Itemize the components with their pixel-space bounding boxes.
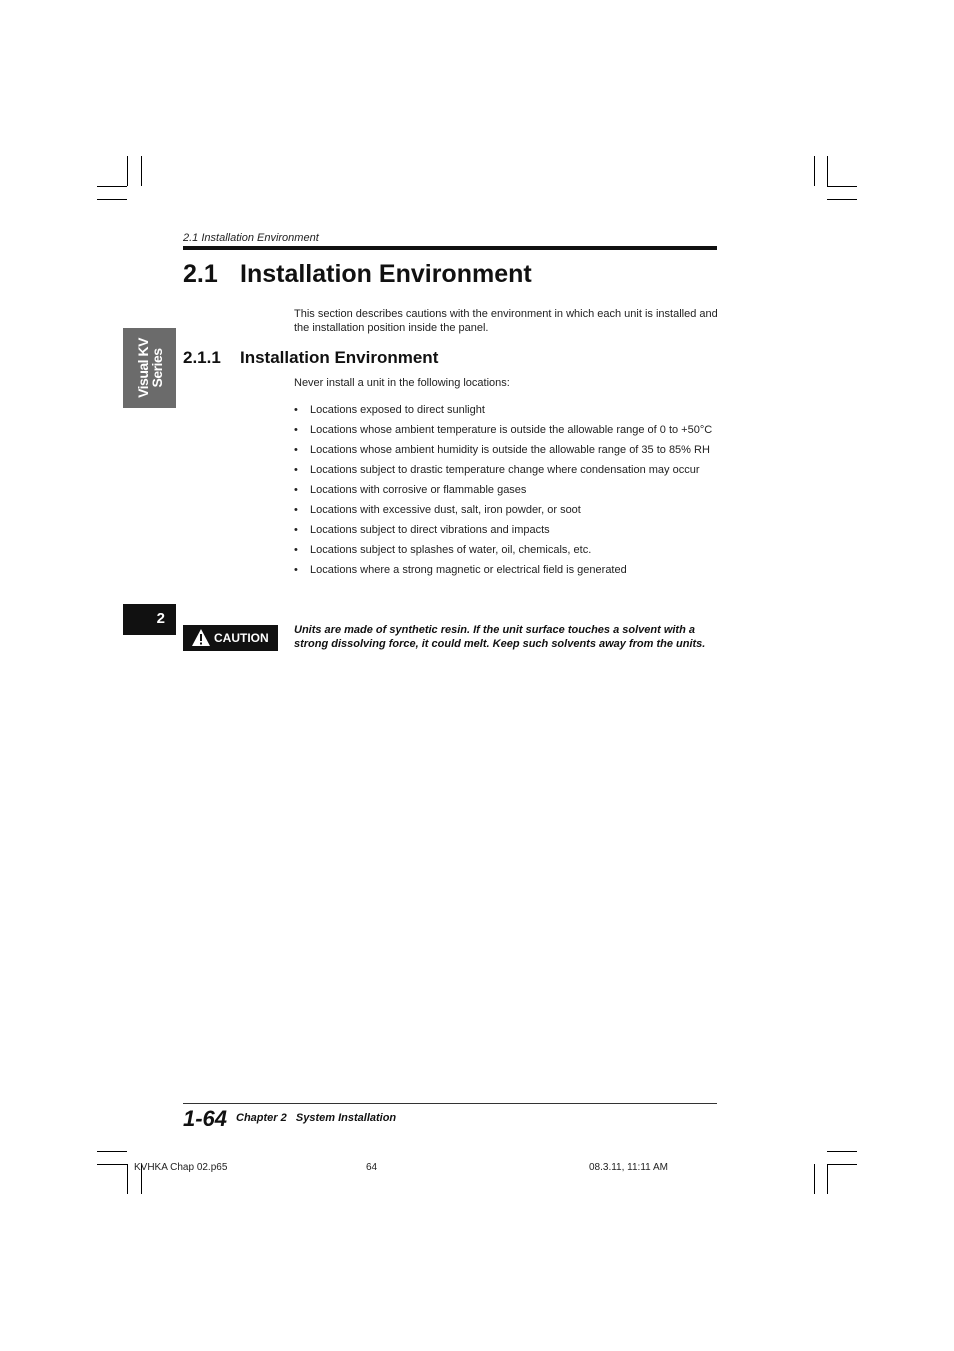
list-item-text: Locations subject to direct vibrations and impacts	[310, 524, 550, 536]
slug-page: 64	[366, 1162, 378, 1173]
subsection-number: 2.1.1	[183, 348, 221, 367]
list-item	[294, 444, 719, 457]
list-item-text: Locations subject to drastic temperature change where condensation may occur	[310, 464, 700, 476]
list-item	[294, 484, 719, 497]
slug-file-name: KVHKA Chap 02.p65	[134, 1162, 228, 1173]
list-item	[294, 504, 719, 517]
running-head: 2.1 Installation Environment	[183, 232, 319, 244]
list-item	[294, 524, 719, 537]
list-item	[294, 544, 719, 557]
footer-rule	[183, 1103, 717, 1104]
chapter-tab-number: 2	[156, 610, 165, 627]
section-heading	[183, 260, 532, 289]
subsection-title: Installation Environment	[240, 348, 439, 367]
list-item-text: Locations subject to splashes of water, oil, chemicals, etc.	[310, 544, 592, 556]
list-item-text: Locations where a strong magnetic or electrical field is generated	[310, 564, 627, 576]
footer-chapter-title: Chapter 2 System Installation	[236, 1112, 397, 1124]
bullet: •	[294, 544, 298, 556]
list-item	[294, 464, 719, 477]
list-item-text: Locations with corrosive or flammable gases	[310, 484, 527, 496]
caution-label: CAUTION	[214, 631, 269, 645]
header-rule	[183, 246, 717, 250]
chapter-tab	[123, 604, 176, 635]
location-list	[294, 404, 719, 584]
subsection-heading	[183, 348, 438, 368]
list-item-text: Locations whose ambient temperature is outside the allowable range of 0 to +50°C	[310, 424, 713, 436]
caution-text: Units are made of synthetic resin. If the unit surface touches a solvent with a strong dissolving force, it could melt. Keep such solvents away from the units.	[294, 624, 706, 650]
bullet: •	[294, 484, 298, 496]
slug-timestamp: 08.3.11, 11:11 AM	[589, 1162, 668, 1173]
caution-badge	[183, 625, 278, 651]
bullet: •	[294, 424, 298, 436]
bullet: •	[294, 504, 298, 516]
list-item	[294, 404, 719, 417]
list-item	[294, 564, 719, 577]
page-number: 1-64	[183, 1106, 228, 1131]
warning-triangle-icon	[191, 628, 211, 647]
bullet: •	[294, 444, 298, 456]
lead-paragraph: Never install a unit in the following locations:	[294, 377, 510, 389]
bullet: •	[294, 524, 298, 536]
section-title: Installation Environment	[240, 260, 532, 288]
list-item-text: Locations exposed to direct sunlight	[310, 404, 485, 416]
bullet: •	[294, 464, 298, 476]
list-item-text: Locations whose ambient humidity is outside the allowable range of 35 to 85% RH	[310, 444, 710, 456]
bullet: •	[294, 564, 298, 576]
section-number: 2.1	[183, 260, 218, 288]
list-item-text: Locations with excessive dust, salt, iron powder, or soot	[310, 504, 581, 516]
list-item	[294, 424, 719, 437]
bullet: •	[294, 404, 298, 416]
side-tab-label: Visual KV Series	[134, 338, 165, 398]
side-tab-visual-kv-series	[123, 328, 176, 408]
intro-paragraph: This section describes cautions with the environment in which each unit is installed and the installation position inside the panel.	[294, 308, 718, 334]
